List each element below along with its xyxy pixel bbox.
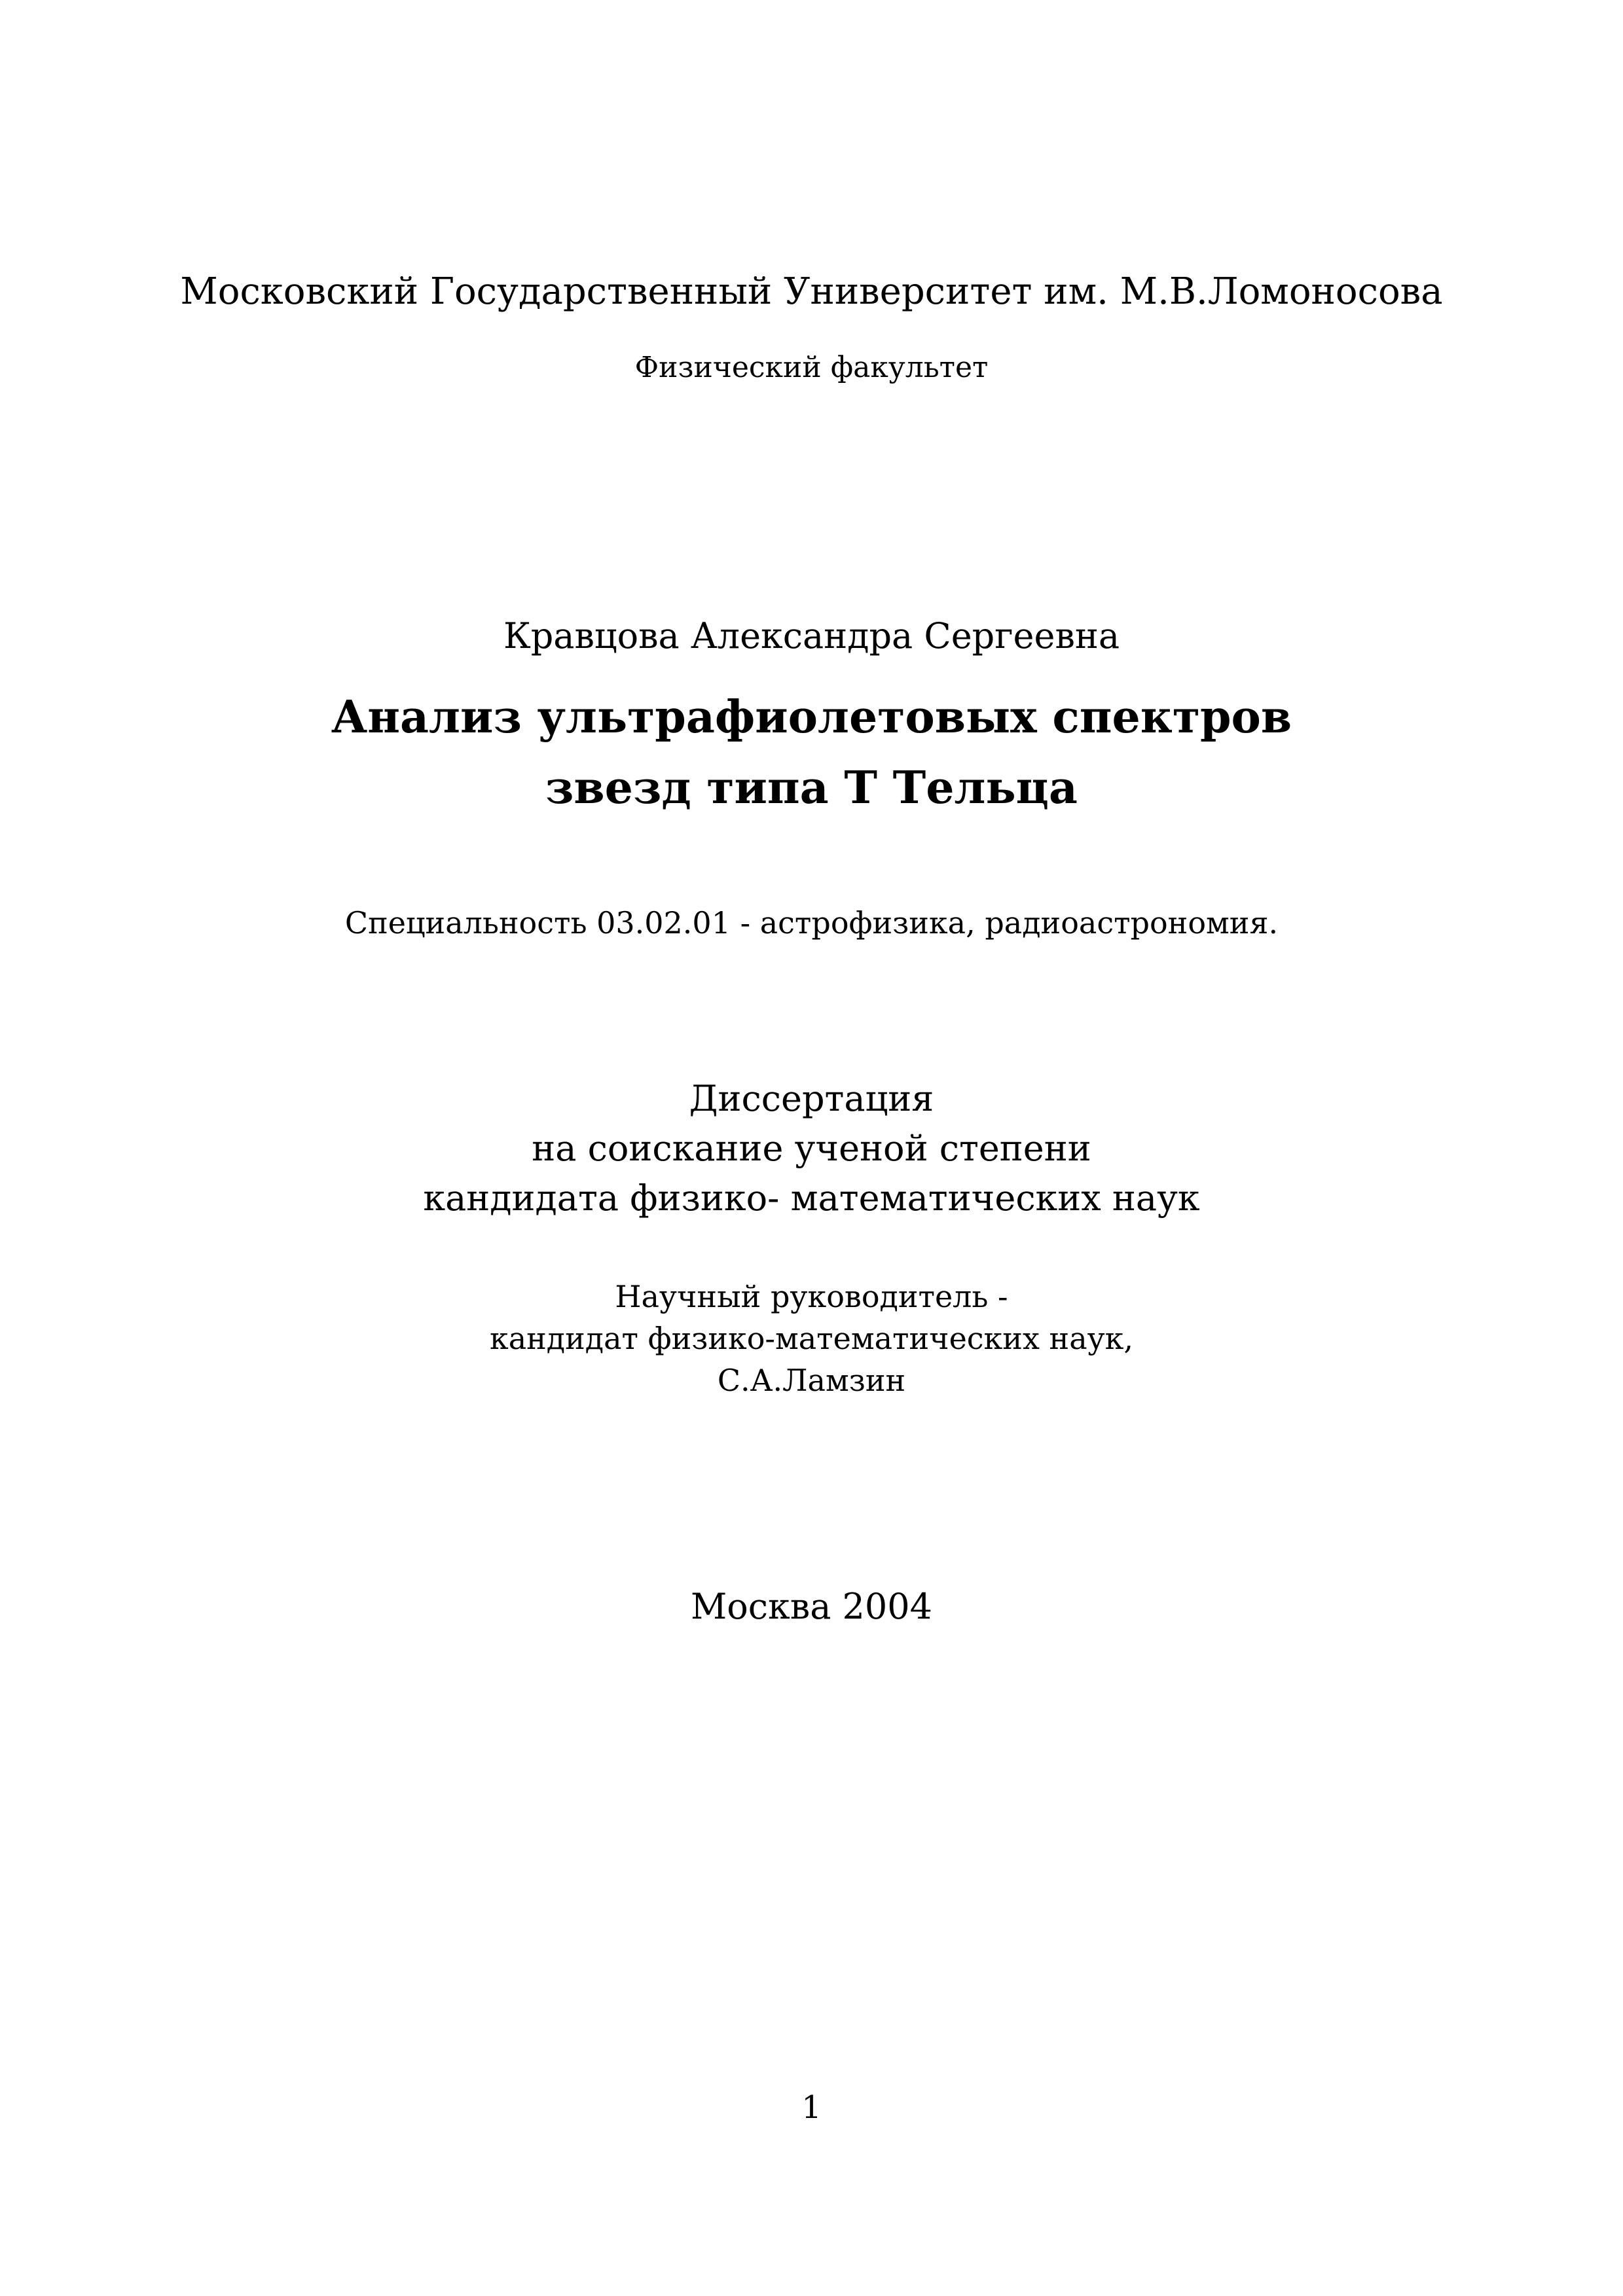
dissertation-label: Диссертация bbox=[689, 1078, 934, 1119]
supervisor-name: С.А.Ламзин bbox=[717, 1363, 906, 1398]
city-year: Москва 2004 bbox=[691, 1586, 932, 1627]
page-number: 1 bbox=[801, 2089, 822, 2126]
supervisor-degree: кандидат физико-математических наук, bbox=[489, 1321, 1134, 1356]
specialty: Специальность 03.02.01 - астрофизика, радиоастрономия. bbox=[344, 905, 1279, 941]
dissertation-purpose: на соискание ученой степени bbox=[532, 1128, 1091, 1169]
author-name: Кравцова Александра Сергеевна bbox=[503, 615, 1120, 656]
supervisor-label: Научный руководитель - bbox=[615, 1279, 1008, 1314]
thesis-title-line-1: Анализ ультрафиолетовых спектров bbox=[331, 691, 1292, 744]
dissertation-degree: кандидата физико- математических наук bbox=[423, 1177, 1200, 1219]
faculty-name: Физический факультет bbox=[634, 351, 989, 384]
university-name: Московский Государственный Университет им. М.В.Ломоносова bbox=[180, 270, 1443, 313]
thesis-title-line-2: звезд типа Т Тельца bbox=[545, 762, 1078, 814]
